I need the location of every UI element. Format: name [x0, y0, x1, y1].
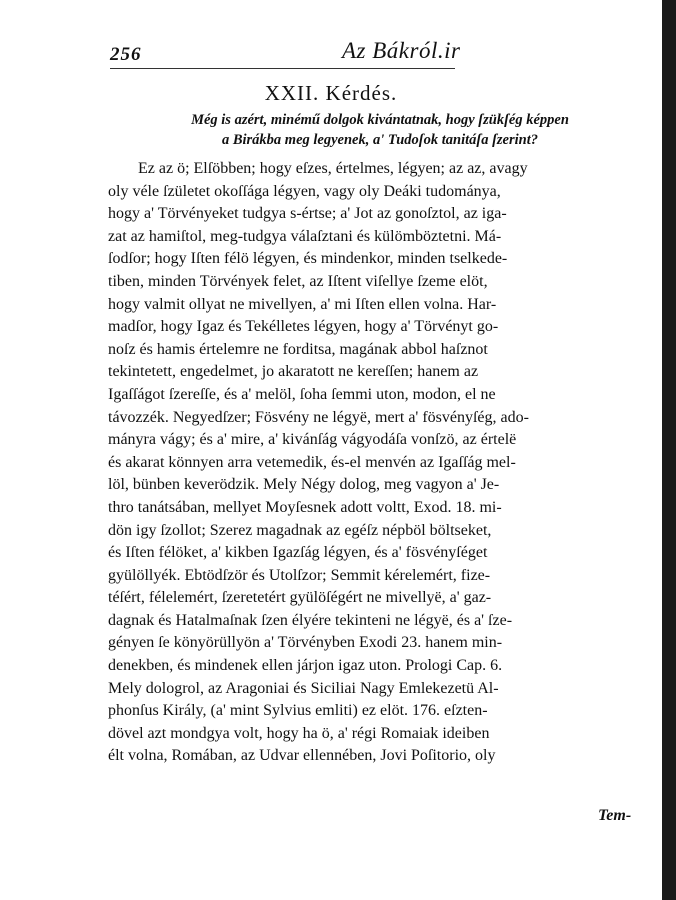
text-line: ſodſor; hogy Iſten félö légyen, és mindenkor, minden tselkede-: [108, 250, 508, 268]
text-line: phonſus Király, (a' mint Sylvius emliti) ez elöt. 176. eſzten-: [108, 702, 488, 720]
text-line: Igaſſágot ſzereſſe, és a' melöl, ſoha ſemmi uton, modon, el ne: [108, 385, 496, 403]
text-line: tiben, minden Törvények felet, az Iſtent viſellye ſzeme elöt,: [108, 272, 488, 290]
chapter-title: XXII. Kérdés.: [264, 81, 398, 105]
text-line: Ez az ö; Elſöbben; hogy eſzes, értelmes, légyen; az az, avagy: [138, 160, 528, 177]
text-line: gyülöllyék. Ebtödſzör és Utolſzor; Semmit kérelemért, fize-: [108, 566, 491, 584]
header-rule: [110, 68, 455, 69]
text-line: denekben, és mindenek ellen járjon igaz uton. Prologi Cap. 6.: [108, 657, 503, 675]
text-line: dön igy ſzollot; Szerez magadnak az egéſz népböl böltseket,: [108, 521, 492, 539]
text-line: zat az hamiſtol, meg-tudgya válaſztani és külömböztetni. Má-: [108, 227, 502, 245]
text-line: hogy valmit ollyat ne mivellyen, a' mi Iſten ellen volna. Har-: [108, 295, 497, 313]
subtitle-line: Még is azért, minémű dolgok kivántatnak, hogy ſzükſég képpen: [191, 112, 569, 128]
text-line: távozzék. Negyedſzer; Fösvény ne légyë, mert a' fösvényſég, ado-: [108, 408, 529, 426]
page-edge-shadow: [662, 0, 676, 900]
text-line: noſz és hamis értelemre ne forditsa, magának abbol haſznot: [108, 340, 488, 358]
text-line: dövel azt mondgya volt, hogy ha ö, a' régi Romaiak ideiben: [108, 724, 490, 742]
page-number: 256: [110, 44, 142, 65]
body-text: [108, 158, 654, 768]
text-line: löl, bünben keverödzik. Mely Négy dolog, meg vagyon a' Je-: [108, 476, 500, 494]
text-line: dagnak és Hatalmaſnak ſzen élyére tekinteni ne légyë, és a' ſze-: [108, 611, 513, 629]
text-line: oly véle ſzületet okoſſága légyen, vagy oly Deáki tudománya,: [108, 182, 501, 200]
subtitle-line: a Birákba meg legyenek, a' Tudoſok tanitáſa ſzerint?: [221, 132, 539, 148]
text-line: Mely dologrol, az Aragoniai és Siciliai Nagy Emlekezetü Al-: [108, 679, 499, 697]
chapter-subtitle: [100, 110, 660, 150]
text-line: élt volna, Romában, az Udvar ellennében, Jovi Poſitorio, oly: [108, 747, 496, 765]
text-line: téſért, félelemért, ſzeretetért gyülöſégért ne mivellyë, a' gaz-: [108, 589, 492, 607]
text-line: és Iſten félöket, a' kikben Igazſág légyen, és a' fösvényſéget: [108, 544, 488, 562]
running-head: Az Bákról.ir: [342, 38, 461, 63]
catchword: Tem-: [598, 807, 632, 824]
text-line: és akarat könnyen arra vetemedik, és-el menvén az Igaſſág mel-: [108, 453, 516, 471]
text-line: thro tanátsában, mellyet Moyſesnek adott voltt, Exod. 18. mi-: [108, 498, 502, 516]
text-line: hogy a' Törvényeket tudgya s-értse; a' Jot az gonoſztol, az iga-: [108, 205, 507, 223]
text-line: tekintetett, engedelmet, jo akaratott ne kereſſen; hanem az: [108, 363, 479, 381]
text-line: mányra vágy; és a' mire, a' kivánſág vágyodáſa vonſzö, az értelë: [108, 431, 517, 449]
page-header: [110, 38, 646, 74]
text-line: madſor, hogy Igaz és Tekélletes légyen, hogy a' Törvényt go-: [108, 318, 499, 336]
text-line: gényen ſe könyörüllyön a' Törvényben Exodi 23. hanem min-: [108, 634, 503, 652]
